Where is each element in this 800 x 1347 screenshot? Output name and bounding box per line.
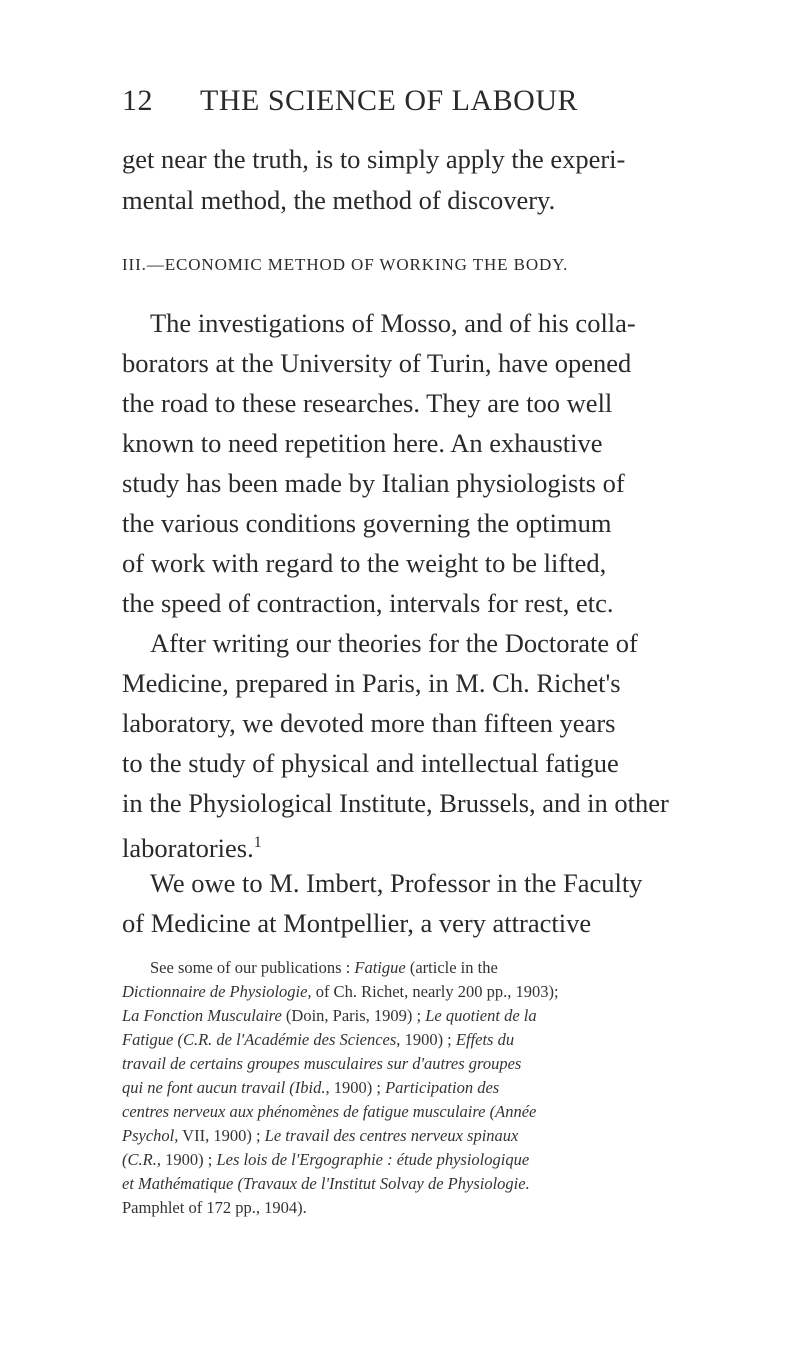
footnote-line [122, 1173, 530, 1195]
body-line: in the Physiological Institute, Brussels, and in other [122, 788, 669, 818]
footnote-text-italic: travail de certains groupes musculaires sur d'autres groupes [122, 1054, 522, 1073]
body-line: borators at the University of Turin, have opened [122, 348, 632, 378]
footnote-text-italic: Fatigue [354, 958, 406, 977]
page-number: 12 [122, 84, 153, 117]
body-line: study has been made by Italian physiologists of [122, 468, 625, 498]
footnote-text-italic: Les lois de l'Ergographie : étude physiologique [216, 1150, 530, 1169]
footnote-text: (Doin, Paris, 1909) ; [281, 1006, 426, 1025]
footnote-text-italic: Le quotient de la [425, 1006, 537, 1025]
footnote-text-italic: qui ne font aucun travail (Ibid., [122, 1078, 330, 1097]
body-line: the speed of contraction, intervals for rest, etc. [122, 588, 614, 618]
footnote-text-italic: et Mathématique (Travaux de l'Institut Solvay de Physiologie. [122, 1174, 530, 1193]
footnote-text-italic: La Fonction Musculaire [122, 1006, 282, 1025]
body-line: to the study of physical and intellectual fatigue [122, 748, 619, 778]
footnote-line [122, 1029, 514, 1051]
footnote-text-italic: Le travail des centres nerveux spinaux [264, 1126, 519, 1145]
body-line: mental method, the method of discovery. [122, 185, 556, 215]
footnote-line [122, 1053, 521, 1075]
body-line: Medicine, prepared in Paris, in M. Ch. Richet's [122, 668, 621, 698]
footnote-text-italic: Dictionnaire de Physiologie, [122, 982, 312, 1001]
footnote-text: 1900) ; [160, 1150, 217, 1169]
footnote-line [122, 1077, 499, 1099]
footnote-text: See some of our publications : [150, 958, 355, 977]
body-line: the various conditions governing the optimum [122, 508, 612, 538]
body-line: We owe to M. Imbert, Professor in the Faculty [150, 868, 643, 898]
footnote-line [122, 981, 559, 1003]
body-line-text: laboratories. [122, 832, 254, 863]
footnote-marker: 1 [253, 834, 262, 851]
body-line: laboratory, we devoted more than fifteen years [122, 708, 616, 738]
footnote-line [122, 1197, 307, 1219]
body-line: After writing our theories for the Doctorate of [150, 628, 638, 658]
running-head [122, 84, 722, 124]
footnote-line [150, 957, 498, 979]
body-line: the road to these researches. They are too well [122, 388, 613, 418]
footnote-text-italic: Psychol, [122, 1126, 179, 1145]
body-line: known to need repetition here. An exhaustive [122, 428, 603, 458]
footnote-line [122, 1125, 518, 1147]
footnote-text: (article in the [405, 958, 498, 977]
footnote-text: VII, 1900) ; [178, 1126, 265, 1145]
footnote-text: of Ch. Richet, nearly 200 pp., 1903); [311, 982, 559, 1001]
body-line [122, 827, 262, 864]
footnote-text: 1900) ; [400, 1030, 456, 1049]
footnote-text-italic: Effets du [455, 1030, 515, 1049]
footnote-line [122, 1149, 529, 1171]
footnote-line [122, 1005, 537, 1027]
footnote-text: 1900) ; [329, 1078, 386, 1097]
body-line: of Medicine at Montpellier, a very attractive [122, 908, 592, 938]
footnote-text-italic: (C.R., [122, 1150, 161, 1169]
footnote-text-italic: centres nerveux aux phénomènes de fatigue musculaire (Année [122, 1102, 537, 1121]
body-line: get near the truth, is to simply apply the experi- [122, 144, 626, 174]
running-title: THE SCIENCE OF LABOUR [200, 84, 579, 117]
footnote-line [122, 1101, 536, 1123]
body-line: of work with regard to the weight to be lifted, [122, 548, 607, 578]
footnote-text: Pamphlet of 172 pp., 1904). [122, 1198, 307, 1217]
body-line: The investigations of Mosso, and of his colla- [150, 308, 636, 338]
section-heading: III.—ECONOMIC METHOD OF WORKING THE BODY. [122, 255, 569, 274]
footnote-text-italic: Fatigue (C.R. de l'Académie des Sciences, [122, 1030, 401, 1049]
footnote-text-italic: Participation des [385, 1078, 500, 1097]
